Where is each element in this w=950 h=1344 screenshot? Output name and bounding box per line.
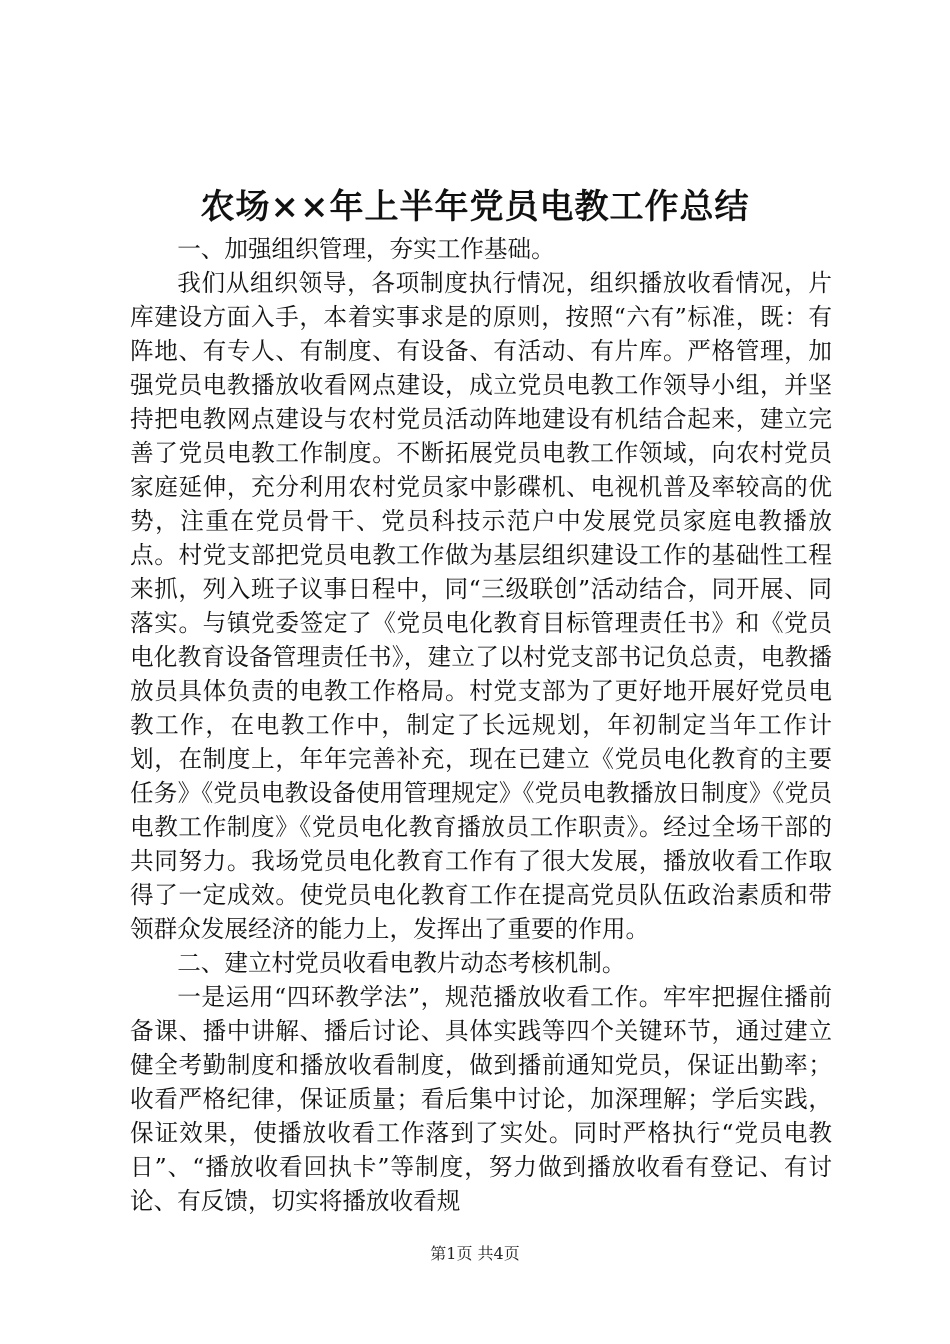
document-body <box>130 232 832 1218</box>
section-heading-1: 一、加强组织管理，夯实工作基础。 <box>177 235 555 263</box>
section-heading-2: 二、建立村党员收看电教片动态考核机制。 <box>177 949 626 977</box>
section-2-paragraph: 一是运用“四环教学法”，规范播放收看工作。牢牢把握住播前备课、播中讲解、播后讨论、具体实践等四个关键环节，通过建立健全考勤制度和播放收看制度，做到播前通知党员，保证出勤率；收看严格纪律，保证质量；看后集中讨论，加深理解；学后实践，保证效果，使播放收看工作落到了实处。同时严格执行“党员电教日”、“播放收看回执卡”等制度，努力做到播放收看有登记、有讨论、有反馈，切实将播放收看规 <box>130 983 832 1215</box>
page-footer: 第1页 共4页 <box>430 1244 520 1263</box>
page-title: 农场××年上半年党员电教工作总结 <box>200 187 750 227</box>
section-1-paragraph: 我们从组织领导，各项制度执行情况，组织播放收看情况，片库建设方面入手，本着实事求是的原则，按照“六有”标准，既：有阵地、有专人、有制度、有设备、有活动、有片库。严格管理，加强党员电教播放收看网点建设，成立党员电教工作领导小组，并坚持把电教网点建设与农村党员活动阵地建设有机结合起来，建立完善了党员电教工作制度。不断拓展党员电教工作领域，向农村党员家庭延伸，充分利用农村党员家中影碟机、电视机普及率较高的优势，注重在党员骨干、党员科技示范户中发展党员家庭电教播放点。村党支部把党员电教工作做为基层组织建设工作的基础性工程来抓，列入班子议事日程中，同“三级联创”活动结合，同开展、同落实。与镇党委签定了《党员电化教育目标管理责任书》和《党员电化教育设备管理责任书》，建立了以村党支部书记负总责，电教播放员具体负责的电教工作格局。村党支部为了更好地开展好党员电教工作，在电教工作中，制定了长远规划，年初制定当年工作计划，在制度上，年年完善补充，现在已建立《党员电化教育的主要任务》《党员电教设备使用管理规定》《党员电教播放日制度》《党员电教工作制度》《党员电化教育播放员工作职责》。经过全场干部的共同努力。我场党员电化教育工作有了很大发展，播放收看工作取得了一定成效。使党员电化教育工作在提高党员队伍政治素质和带领群众发展经济的能力上，发挥出了重要的作用。 <box>130 269 832 943</box>
